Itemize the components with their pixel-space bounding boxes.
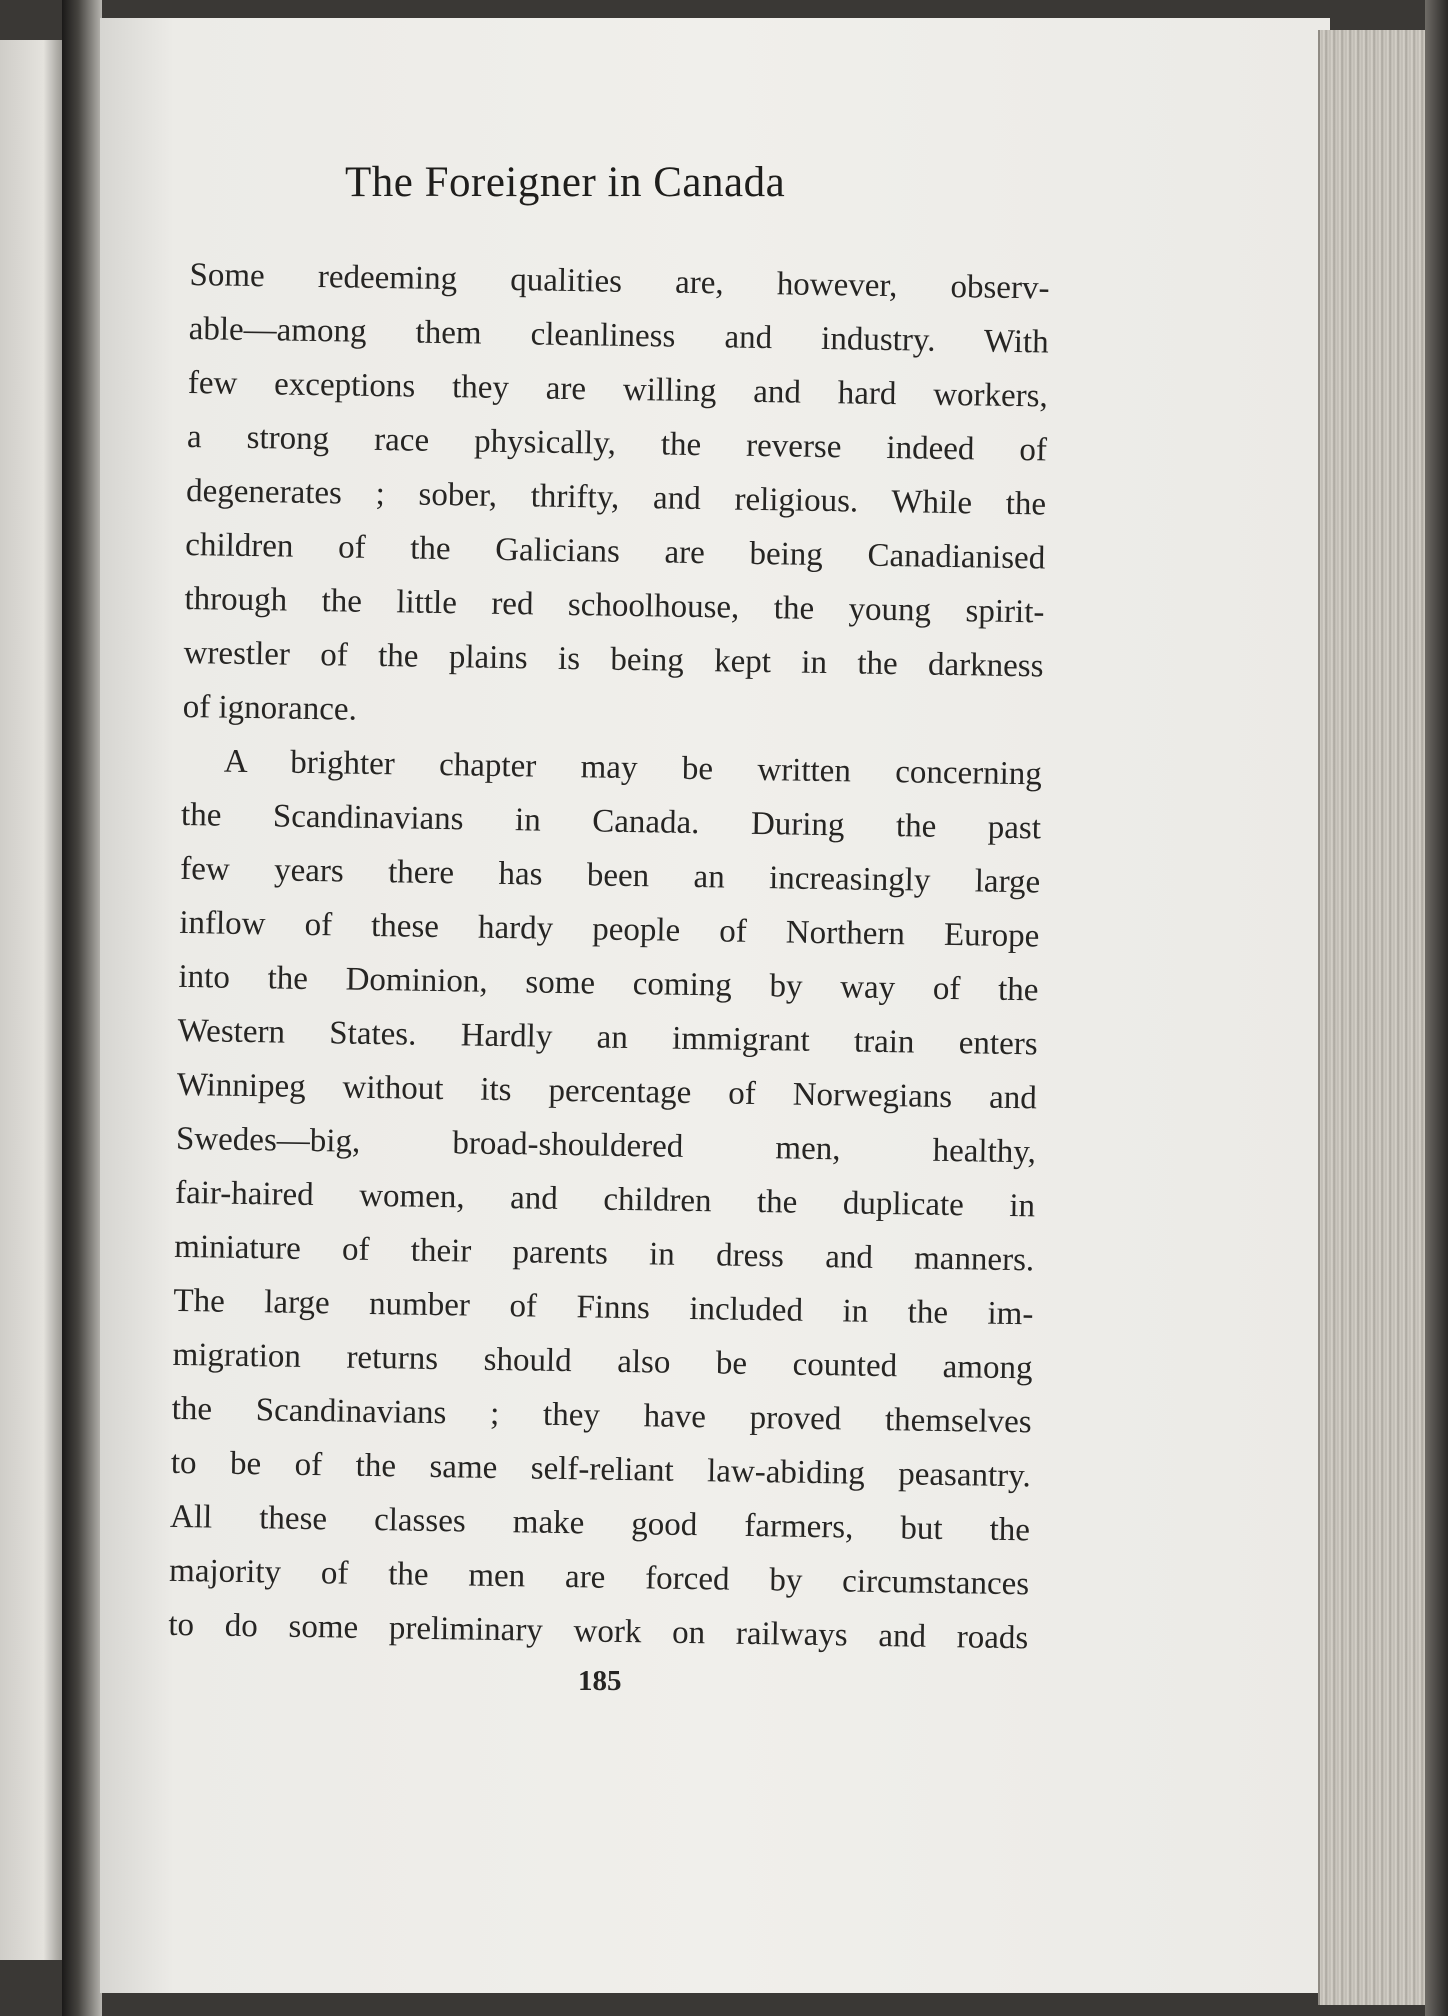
running-head: The Foreigner in Canada xyxy=(345,159,786,206)
text-line: few exceptions they are willing and hard workers, xyxy=(187,364,1049,415)
text-line: to be of the same self-reliant law-abiding peasantry. xyxy=(170,1444,1032,1495)
text-line: the Scandinavians ; they have proved themselves xyxy=(171,1390,1032,1441)
text-line: miniature of their parents in dress and manners. xyxy=(174,1228,1035,1279)
body-text xyxy=(168,248,1050,1665)
text-line: of ignorance. xyxy=(182,688,358,728)
page-stack-shadow xyxy=(1425,0,1448,2016)
text-line: through the little red schoolhouse, the young spirit- xyxy=(184,580,1045,631)
text-line: Winnipeg without its percentage of Norwegians and xyxy=(176,1066,1038,1117)
text-line: majority of the men are forced by circumstances xyxy=(168,1552,1030,1603)
left-page-edge xyxy=(0,40,65,1960)
text-line: All these classes make good farmers, but the xyxy=(169,1498,1031,1549)
text-line: into the Dominion, some coming by way of the xyxy=(178,958,1039,1009)
text-line: Some redeeming qualities are, however, observ- xyxy=(189,256,1050,307)
text-line: children of the Galicians are being Canadianised xyxy=(185,526,1046,577)
text-line: the Scandinavians in Canada. During the past xyxy=(180,796,1042,847)
text-line: migration returns should also be counted among xyxy=(172,1336,1033,1387)
text-line: inflow of these hardy people of Northern Europe xyxy=(179,904,1040,955)
text-line: few years there has been an increasingly large xyxy=(179,850,1041,901)
text-line: The large number of Finns included in the im- xyxy=(173,1282,1034,1333)
book-gutter xyxy=(62,0,102,2016)
text-line: A brighter chapter may be written concerning xyxy=(223,743,1043,793)
text-line: Western States. Hardly an immigrant train enters xyxy=(177,1012,1038,1063)
text-line: Swedes—big, broad-shouldered men, healthy, xyxy=(175,1120,1037,1171)
text-line: fair-haired women, and children the duplicate in xyxy=(174,1174,1036,1225)
text-line: degenerates ; sober, thrifty, and religious. While the xyxy=(185,472,1047,523)
page-number: 185 xyxy=(578,1665,622,1697)
text-line: to do some preliminary work on railways and roads xyxy=(168,1606,1029,1657)
text-line: wrestler of the plains is being kept in the darkness xyxy=(183,634,1044,685)
text-line: a strong race physically, the reverse indeed of xyxy=(186,418,1048,469)
text-line: able—among them cleanliness and industry. With xyxy=(188,310,1049,361)
